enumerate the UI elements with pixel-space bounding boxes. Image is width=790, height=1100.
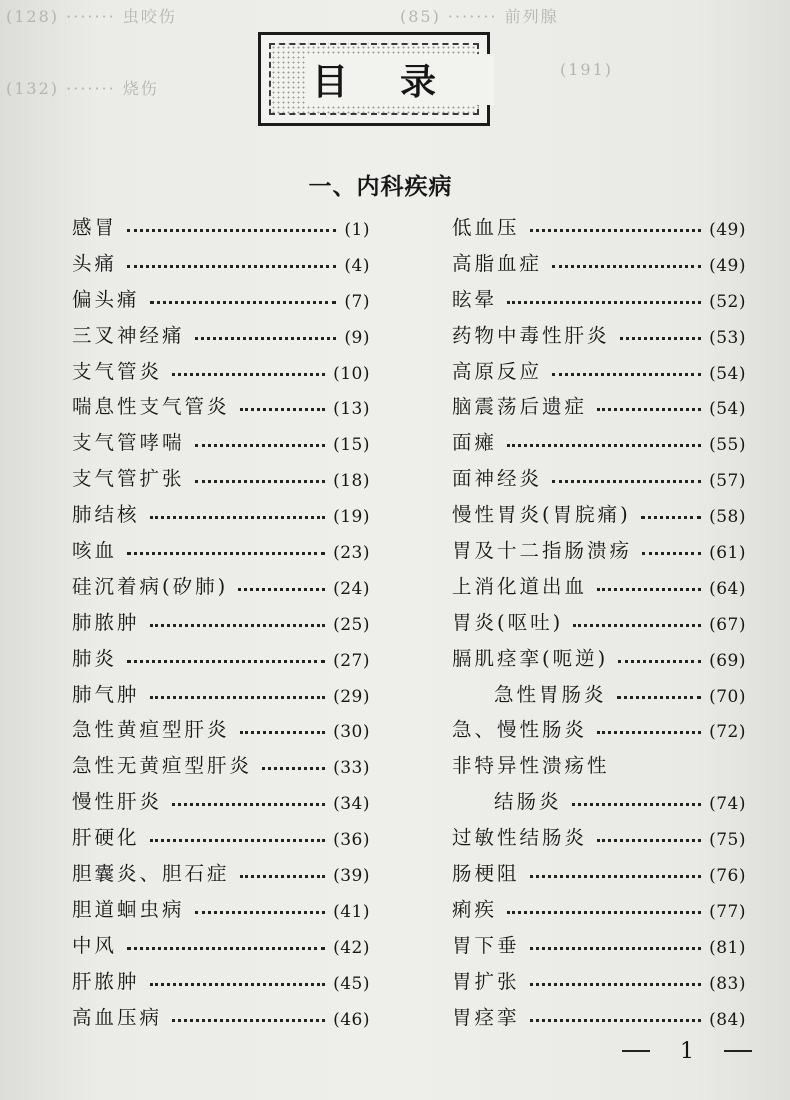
toc-dot-leader bbox=[530, 947, 702, 950]
toc-entry[interactable] bbox=[452, 280, 746, 312]
toc-entry-label: 结肠炎 bbox=[494, 790, 562, 814]
toc-dot-leader bbox=[150, 301, 337, 304]
toc-dot-leader bbox=[127, 947, 325, 950]
toc-dot-leader bbox=[240, 408, 326, 411]
toc-title-box bbox=[258, 32, 490, 126]
toc-entry-page: (54) bbox=[709, 399, 746, 420]
toc-entry-label: 上消化道出血 bbox=[452, 574, 588, 598]
toc-entry[interactable] bbox=[452, 495, 746, 527]
toc-dot-leader bbox=[530, 1019, 702, 1022]
toc-entry-label: 非特异性溃疡性 bbox=[452, 754, 610, 778]
toc-entry-page: (13) bbox=[333, 399, 370, 420]
toc-entry[interactable] bbox=[72, 531, 370, 563]
toc-entry-page: (72) bbox=[709, 722, 746, 743]
toc-entry[interactable] bbox=[72, 962, 370, 994]
toc-entry[interactable] bbox=[452, 710, 746, 742]
toc-entry-label: 肠梗阻 bbox=[452, 862, 520, 886]
toc-dot-leader bbox=[617, 696, 702, 699]
toc-dot-leader bbox=[195, 480, 326, 483]
toc-entry-label: 喘息性支气管炎 bbox=[72, 395, 230, 419]
toc-entry-label: 胃痉挛 bbox=[452, 1005, 520, 1029]
toc-entry-page: (49) bbox=[709, 220, 746, 240]
toc-entry-label: 眩晕 bbox=[452, 287, 498, 311]
toc-entry[interactable] bbox=[452, 926, 746, 958]
toc-entry-page: (7) bbox=[344, 291, 370, 312]
toc-entry-page: (74) bbox=[709, 794, 746, 815]
toc-entry-label: 胃炎(呕吐) bbox=[452, 610, 564, 634]
toc-dot-leader bbox=[573, 624, 701, 627]
toc-entry-label: 肝脓肿 bbox=[72, 969, 140, 993]
toc-entry[interactable] bbox=[452, 531, 746, 563]
toc-entry[interactable] bbox=[72, 208, 370, 240]
toc-entry-label: 急性胃肠炎 bbox=[494, 682, 607, 706]
toc-entry-label: 高原反应 bbox=[452, 359, 543, 383]
toc-entry[interactable] bbox=[452, 746, 746, 778]
toc-dot-leader bbox=[618, 660, 701, 663]
toc-entry-page: (77) bbox=[709, 901, 746, 922]
toc-entry-page: (18) bbox=[333, 471, 370, 492]
toc-right-column bbox=[452, 208, 746, 1033]
toc-entry-page: (41) bbox=[333, 901, 370, 922]
toc-entry-label: 支气管炎 bbox=[72, 359, 163, 383]
toc-entry-page: (46) bbox=[333, 1009, 370, 1030]
toc-entry-label: 慢性胃炎(胃脘痛) bbox=[452, 503, 631, 527]
toc-entry-page: (70) bbox=[709, 686, 746, 707]
toc-entry-page: (81) bbox=[709, 937, 746, 958]
toc-entry[interactable] bbox=[452, 998, 746, 1030]
toc-entry[interactable] bbox=[72, 639, 370, 671]
toc-dot-leader bbox=[127, 660, 325, 663]
page-number: 1 bbox=[680, 1038, 694, 1064]
toc-entry-label: 急、慢性肠炎 bbox=[452, 718, 588, 742]
toc-entry-page: (53) bbox=[709, 327, 746, 348]
toc-entry[interactable] bbox=[72, 567, 370, 599]
toc-entry-label: 偏头痛 bbox=[72, 287, 140, 311]
toc-entry-page: (24) bbox=[333, 578, 370, 599]
toc-entry-page: (75) bbox=[709, 830, 746, 851]
toc-dot-leader bbox=[597, 408, 701, 411]
toc-entry[interactable] bbox=[72, 316, 370, 348]
toc-dot-leader bbox=[530, 983, 702, 986]
toc-dot-leader bbox=[597, 839, 701, 842]
toc-entry-page: (69) bbox=[709, 650, 746, 671]
toc-entry[interactable] bbox=[452, 675, 746, 707]
toc-entry-label: 低血压 bbox=[452, 216, 520, 239]
toc-dot-leader bbox=[150, 624, 326, 627]
toc-entry-label: 支气管扩张 bbox=[72, 467, 185, 491]
toc-dot-leader bbox=[642, 552, 701, 555]
toc-entry-page: (10) bbox=[333, 363, 370, 384]
toc-dot-leader bbox=[572, 803, 702, 806]
toc-entry-page: (19) bbox=[333, 507, 370, 528]
toc-entry[interactable] bbox=[452, 244, 746, 276]
toc-entry-page: (58) bbox=[709, 507, 746, 528]
toc-dot-leader bbox=[240, 731, 326, 734]
toc-entry-label: 面神经炎 bbox=[452, 467, 543, 491]
toc-entry-label: 硅沉着病(矽肺) bbox=[72, 574, 229, 598]
toc-entry[interactable] bbox=[452, 639, 746, 671]
toc-dot-leader bbox=[195, 911, 326, 914]
toc-entry[interactable] bbox=[452, 423, 746, 455]
toc-entry-page: (67) bbox=[709, 614, 746, 635]
toc-entry[interactable] bbox=[452, 316, 746, 348]
toc-entry-page: (15) bbox=[333, 435, 370, 456]
toc-dot-leader bbox=[530, 229, 702, 232]
toc-entry-label: 高血压病 bbox=[72, 1005, 163, 1029]
toc-entry[interactable] bbox=[72, 603, 370, 635]
toc-dot-leader bbox=[620, 337, 702, 340]
toc-dot-leader bbox=[507, 444, 701, 447]
toc-entry-page: (61) bbox=[709, 543, 746, 564]
toc-entry-page: (57) bbox=[709, 471, 746, 492]
toc-dot-leader bbox=[195, 444, 326, 447]
section-title: 一、内科疾病 bbox=[308, 174, 453, 200]
toc-entry-label: 肺气肿 bbox=[72, 682, 140, 706]
toc-dot-leader bbox=[150, 696, 326, 699]
toc-entry-label: 中风 bbox=[72, 933, 118, 957]
toc-entry[interactable] bbox=[72, 890, 370, 922]
toc-dot-leader bbox=[597, 588, 701, 591]
toc-entry-label: 急性黄疸型肝炎 bbox=[72, 718, 230, 742]
toc-entry-page: (49) bbox=[709, 255, 746, 276]
show-through-text: (132) ······· 烧伤 bbox=[6, 79, 159, 98]
toc-dot-leader bbox=[150, 839, 326, 842]
toc-entry-page: (45) bbox=[333, 973, 370, 994]
toc-entry[interactable] bbox=[72, 244, 370, 276]
toc-entry[interactable] bbox=[72, 854, 370, 886]
toc-entry-label: 支气管哮喘 bbox=[72, 431, 185, 455]
toc-entry[interactable] bbox=[452, 208, 746, 240]
toc-entry[interactable] bbox=[452, 387, 746, 419]
toc-entry-label: 三叉神经痛 bbox=[72, 323, 185, 347]
toc-entry-label: 膈肌痉挛(呃逆) bbox=[452, 646, 609, 670]
toc-entry-page: (55) bbox=[709, 435, 746, 456]
toc-entry[interactable] bbox=[452, 818, 746, 850]
toc-entry-page: (33) bbox=[333, 758, 370, 779]
toc-entry[interactable] bbox=[452, 352, 746, 384]
toc-entry-page: (52) bbox=[709, 291, 746, 312]
toc-dot-leader bbox=[552, 480, 701, 483]
toc-entry-label: 咳血 bbox=[72, 539, 118, 563]
toc-entry[interactable] bbox=[72, 926, 370, 958]
toc-entry-page: (54) bbox=[709, 363, 746, 384]
toc-left-column bbox=[72, 208, 370, 1033]
footer-dash-right bbox=[724, 1050, 752, 1052]
toc-entry[interactable] bbox=[72, 459, 370, 491]
toc-entry[interactable] bbox=[72, 352, 370, 384]
show-through-text: (191) bbox=[560, 60, 614, 79]
toc-entry-label: 过敏性结肠炎 bbox=[452, 826, 588, 850]
toc-dot-leader bbox=[507, 301, 701, 304]
toc-dot-leader bbox=[127, 265, 336, 268]
toc-entry-page: (83) bbox=[709, 973, 746, 994]
toc-entry-label: 急性无黄疸型肝炎 bbox=[72, 754, 253, 778]
toc-entry-page: (30) bbox=[333, 722, 370, 743]
toc-entry[interactable] bbox=[72, 782, 370, 814]
toc-entry-page: (1) bbox=[344, 220, 370, 240]
toc-entry-label: 肝硬化 bbox=[72, 826, 140, 850]
toc-dot-leader bbox=[597, 731, 701, 734]
toc-entry-label: 肺结核 bbox=[72, 503, 140, 527]
toc-entry-label: 药物中毒性肝炎 bbox=[452, 323, 610, 347]
toc-entry-label: 肺炎 bbox=[72, 646, 118, 670]
toc-entry-label: 胃下垂 bbox=[452, 933, 520, 957]
toc-entry-page: (34) bbox=[333, 794, 370, 815]
toc-dot-leader bbox=[552, 373, 701, 376]
toc-dot-leader bbox=[641, 516, 701, 519]
toc-dot-leader bbox=[127, 229, 336, 232]
toc-entry-label: 胃及十二指肠溃疡 bbox=[452, 539, 633, 563]
toc-entry-page: (23) bbox=[333, 543, 370, 564]
toc-entry-label: 胆道蛔虫病 bbox=[72, 897, 185, 921]
toc-entry[interactable] bbox=[452, 782, 746, 814]
toc-entry-label: 感冒 bbox=[72, 216, 118, 239]
toc-entry-page: (64) bbox=[709, 578, 746, 599]
toc-dot-leader bbox=[150, 983, 326, 986]
toc-entry-label: 高脂血症 bbox=[452, 251, 543, 275]
toc-entry[interactable] bbox=[452, 603, 746, 635]
toc-entry[interactable] bbox=[72, 818, 370, 850]
toc-entry-page: (27) bbox=[333, 650, 370, 671]
toc-entry-page: (36) bbox=[333, 830, 370, 851]
toc-entry[interactable] bbox=[72, 710, 370, 742]
toc-entry-page: (4) bbox=[344, 255, 370, 276]
toc-entry[interactable] bbox=[72, 746, 370, 778]
toc-entry-label: 慢性肝炎 bbox=[72, 790, 163, 814]
show-through-text: (85) ······· 前列腺 bbox=[400, 7, 559, 26]
toc-entry-label: 脑震荡后遗症 bbox=[452, 395, 588, 419]
toc-entry[interactable] bbox=[72, 423, 370, 455]
toc-dot-leader bbox=[507, 911, 701, 914]
toc-entry[interactable] bbox=[72, 998, 370, 1030]
toc-dot-leader bbox=[552, 265, 701, 268]
toc-entry-label: 胃扩张 bbox=[452, 969, 520, 993]
toc-entry-label: 肺脓肿 bbox=[72, 610, 140, 634]
toc-dot-leader bbox=[240, 875, 326, 878]
toc-entry-page: (9) bbox=[344, 327, 370, 348]
footer-dash-left bbox=[622, 1050, 650, 1052]
toc-dot-leader bbox=[127, 552, 325, 555]
toc-entry[interactable] bbox=[72, 495, 370, 527]
toc-entry-page: (25) bbox=[333, 614, 370, 635]
toc-entry[interactable] bbox=[452, 567, 746, 599]
toc-entry-label: 面瘫 bbox=[452, 431, 498, 455]
toc-entry-page: (76) bbox=[709, 866, 746, 887]
toc-dot-leader bbox=[262, 767, 325, 770]
toc-dot-leader bbox=[172, 373, 325, 376]
toc-entry-label: 痢疾 bbox=[452, 897, 498, 921]
toc-dot-leader bbox=[238, 588, 325, 591]
toc-entry-page: (39) bbox=[333, 866, 370, 887]
page-footer bbox=[622, 1036, 752, 1066]
toc-entry[interactable] bbox=[452, 459, 746, 491]
toc-dot-leader bbox=[150, 516, 326, 519]
toc-dot-leader bbox=[172, 1019, 325, 1022]
toc-entry[interactable] bbox=[452, 890, 746, 922]
toc-entry-label: 胆囊炎、胆石症 bbox=[72, 862, 230, 886]
toc-entry-page: (84) bbox=[709, 1009, 746, 1030]
toc-title-frame bbox=[269, 43, 488, 115]
toc-title: 目录 bbox=[306, 54, 494, 105]
toc-dot-leader bbox=[530, 875, 702, 878]
toc-dot-leader bbox=[172, 803, 325, 806]
toc-entry[interactable] bbox=[72, 280, 370, 312]
toc-entry[interactable] bbox=[72, 675, 370, 707]
toc-dot-leader bbox=[195, 337, 337, 340]
show-through-text: (128) ······· 虫咬伤 bbox=[6, 7, 177, 26]
toc-entry[interactable] bbox=[72, 387, 370, 419]
toc-entry-page: (42) bbox=[333, 937, 370, 958]
toc-entry-page: (29) bbox=[333, 686, 370, 707]
toc-entry[interactable] bbox=[452, 962, 746, 994]
toc-entry[interactable] bbox=[452, 854, 746, 886]
toc-entry-label: 头痛 bbox=[72, 251, 118, 275]
